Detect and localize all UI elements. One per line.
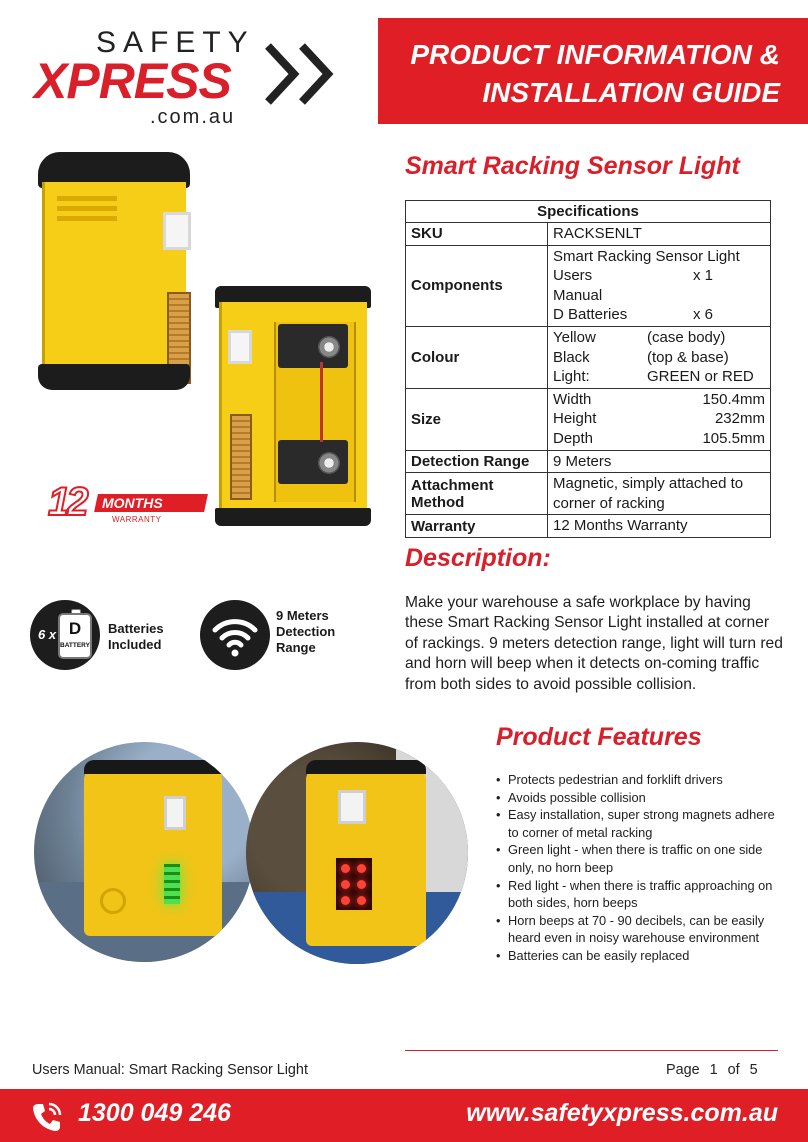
phone-icon — [30, 1100, 64, 1134]
spec-key: Size — [406, 388, 548, 450]
batteries-included-label: Batteries Included — [108, 621, 164, 652]
logo-chevrons-icon — [262, 42, 342, 106]
feature-item: • Green light - when there is traffic on one side only, no horn beep — [496, 841, 776, 876]
logo-domain-text: .com.au — [150, 106, 236, 128]
spec-key: Components — [406, 245, 548, 326]
sensor-window — [163, 212, 191, 250]
spec-key: Warranty — [406, 515, 548, 538]
feature-item: • Protects pedestrian and forklift drivers — [496, 771, 776, 789]
header-title-line1: PRODUCT INFORMATION & — [410, 39, 780, 70]
footer-page-indicator: Page 1 of 5 — [666, 1062, 758, 1078]
spec-key: Attachment Method — [406, 473, 548, 515]
features-list — [496, 771, 776, 965]
specifications-table — [405, 200, 771, 538]
spec-row — [406, 388, 771, 450]
spec-row — [406, 473, 771, 515]
spec-key: Detection Range — [406, 450, 548, 473]
product-title: Smart Racking Sensor Light — [405, 152, 740, 180]
spec-key: Colour — [406, 326, 548, 388]
phone-number[interactable]: 1300 049 246 — [78, 1099, 231, 1127]
spec-value: Smart Racking Sensor Light Users Manual x 1 D Batteries x 6 — [548, 245, 771, 326]
description-title: Description: — [405, 544, 551, 572]
warranty-badge — [48, 480, 166, 526]
battery-qty: 6 x — [38, 627, 57, 642]
spec-value: Yellow (case body) Black (top & base) Light: GREEN or RED — [548, 326, 771, 388]
feature-item: • Batteries can be easily replaced — [496, 947, 776, 965]
features-title: Product Features — [496, 723, 702, 751]
footer-contact-bar — [0, 1089, 808, 1142]
header-banner — [378, 18, 808, 124]
feature-item: • Red light - when there is traffic approaching on both sides, horn beeps — [496, 877, 776, 912]
footer-divider — [405, 1050, 778, 1051]
product-image-front — [38, 152, 190, 390]
spec-value: Width 150.4mm Height 232mm Depth 105.5mm — [548, 388, 771, 450]
brand-logo — [30, 18, 330, 128]
red-led — [336, 858, 372, 910]
page-total: 5 — [749, 1062, 758, 1078]
spec-value: 12 Months Warranty — [548, 515, 771, 538]
header-title — [410, 36, 780, 112]
header-title-line2: INSTALLATION GUIDE — [482, 77, 780, 108]
photo-green-light — [34, 742, 254, 962]
photo-red-light — [246, 742, 468, 964]
spec-value: Magnetic, simply attached to corner of racking — [548, 473, 771, 515]
spec-value: RACKSENLT — [548, 223, 771, 246]
spec-row — [406, 326, 771, 388]
feature-item: • Avoids possible collision — [496, 789, 776, 807]
warranty-sub-text: WARRANTY — [112, 515, 162, 524]
warranty-months-text: MONTHS — [102, 495, 163, 511]
spec-row — [406, 515, 771, 538]
detection-range-label: 9 Meters Detection Range — [276, 608, 336, 655]
spec-row — [406, 245, 771, 326]
spec-row — [406, 223, 771, 246]
detection-range-badge — [200, 600, 270, 670]
spec-key: SKU — [406, 223, 548, 246]
specs-heading: Specifications — [406, 201, 771, 223]
spec-value: 9 Meters — [548, 450, 771, 473]
device-case-body — [42, 182, 186, 370]
page-number: 1 — [709, 1062, 718, 1078]
wifi-icon — [200, 600, 270, 670]
feature-item: • Easy installation, super strong magnets adhere to corner of metal racking — [496, 806, 776, 841]
description-text: Make your warehouse a safe workplace by having these Smart Racking Sensor Light installed at corner of rackings. 9 meters detection range, light will turn red and horn will beep when it detects on-coming traffic from both sides to avoid possible collision. — [405, 594, 783, 693]
logo-safety-text: SAFETY — [96, 26, 255, 59]
product-image-back — [215, 286, 371, 526]
battery-icon: D BATTERY — [58, 613, 92, 659]
device-base — [38, 364, 190, 390]
green-led — [164, 864, 180, 904]
footer-manual-title: Users Manual: Smart Racking Sensor Light — [32, 1062, 308, 1078]
warranty-number: 12 — [48, 480, 85, 524]
website-link[interactable]: www.safetyxpress.com.au — [466, 1099, 778, 1127]
logo-xpress-text: XPRESS — [34, 53, 231, 109]
feature-item: • Horn beeps at 70 - 90 decibels, can be easily heard even in noisy warehouse environment — [496, 912, 776, 947]
battery-badge — [30, 600, 100, 670]
spec-row — [406, 450, 771, 473]
